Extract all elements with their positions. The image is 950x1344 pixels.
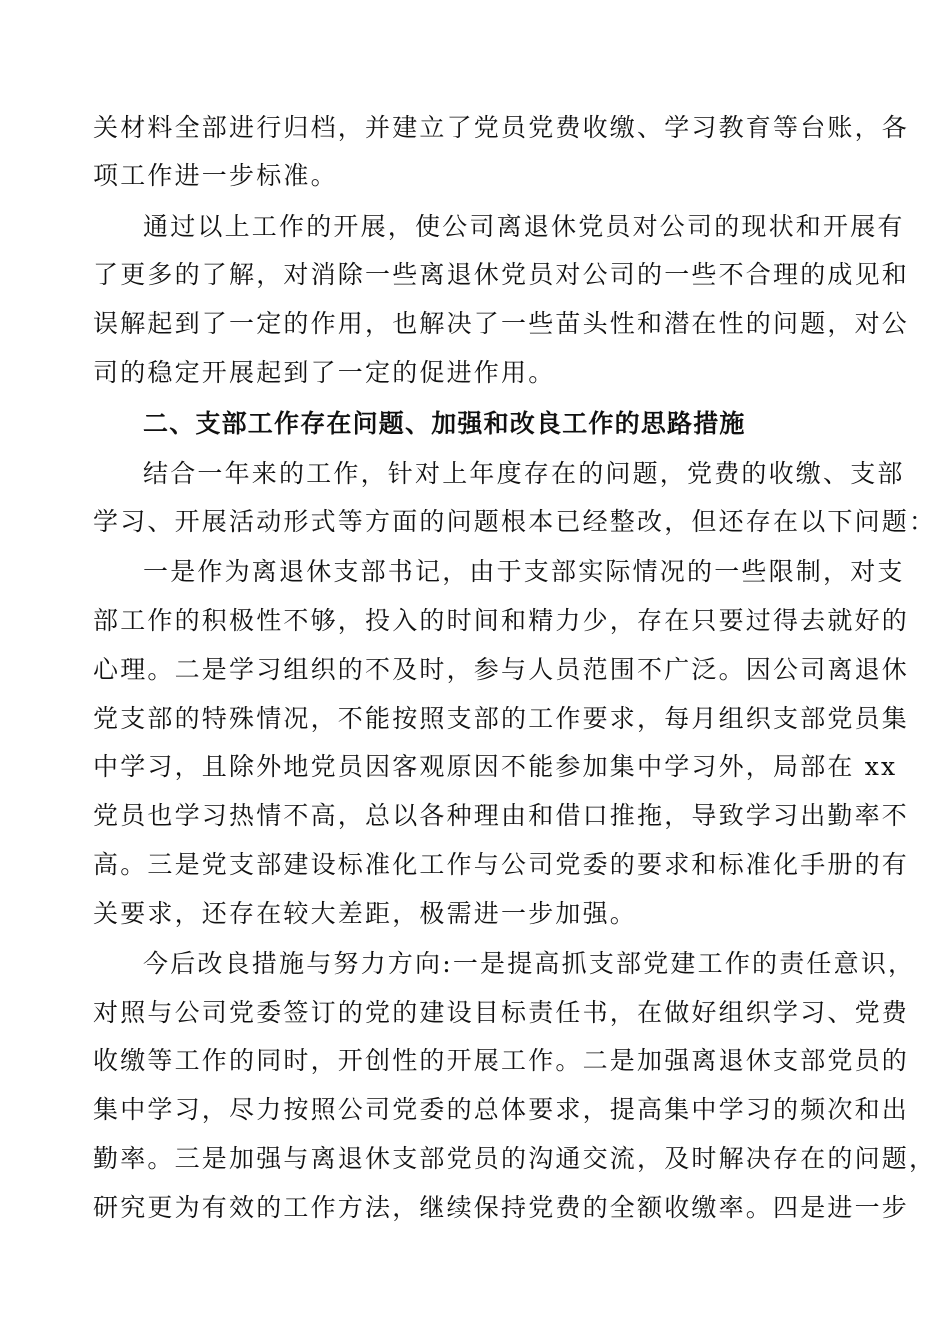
text-line: 一是作为离退休支部书记，由于支部实际情况的一些限制，对支 (143, 557, 905, 586)
text-line: 高。三是党支部建设标准化工作与公司党委的要求和标准化手册的有 (93, 850, 910, 879)
text-line: 勤率。三是加强与离退休支部党员的沟通交流，及时解决存在的问题， (93, 1144, 937, 1173)
text-line: 党员也学习热情不高，总以各种理由和借口推拖，导致学习出勤率不 (93, 801, 910, 830)
text-line: 党支部的特殊情况，不能按照支部的工作要求，每月组织支部党员集 (93, 704, 910, 733)
text-line: 司的稳定开展起到了一定的促进作用。 (93, 358, 556, 387)
text-line: 关要求，还存在较大差距，极需进一步加强。 (93, 899, 638, 928)
text-line: 关材料全部进行归档，并建立了党员党费收缴、学习教育等台账，各 (93, 113, 910, 142)
text-line: 了更多的了解，对消除一些离退休党员对公司的一些不合理的成见和 (93, 260, 910, 289)
text-line: 集中学习，尽力按照公司党委的总体要求，提高集中学习的频次和出 (93, 1095, 910, 1124)
text-line: 心理。二是学习组织的不及时，参与人员范围不广泛。因公司离退休 (93, 655, 910, 684)
text-line: 研究更为有效的工作方法，继续保持党费的全额收缴率。四是进一步 (93, 1193, 910, 1222)
text-line: 今后改良措施与努力方向:一是提高抓支部党建工作的责任意识， (143, 949, 916, 978)
text-line: 通过以上工作的开展，使公司离退休党员对公司的现状和开展有 (143, 212, 905, 241)
text-line: 结合一年来的工作，针对上年度存在的问题，党费的收缴、支部 (143, 459, 905, 488)
text-line: 学习、开展活动形式等方面的问题根本已经整改，但还存在以下问题： (93, 507, 937, 536)
text-line: 收缴等工作的同时，开创性的开展工作。二是加强离退休支部党员的 (93, 1046, 910, 1075)
text-line: 部工作的积极性不够，投入的时间和精力少，存在只要过得去就好的 (93, 606, 910, 635)
text-line: 中学习，且除外地党员因客观原因不能参加集中学习外，局部在 xx (93, 752, 898, 781)
text-line: 项工作进一步标准。 (93, 161, 338, 190)
section-heading: 二、支部工作存在问题、加强和改良工作的思路措施 (143, 409, 746, 438)
text-line: 误解起到了一定的作用，也解决了一些苗头性和潜在性的问题，对公 (93, 309, 910, 338)
text-line: 对照与公司党委签订的党的建设目标责任书，在做好组织学习、党费 (93, 998, 910, 1027)
